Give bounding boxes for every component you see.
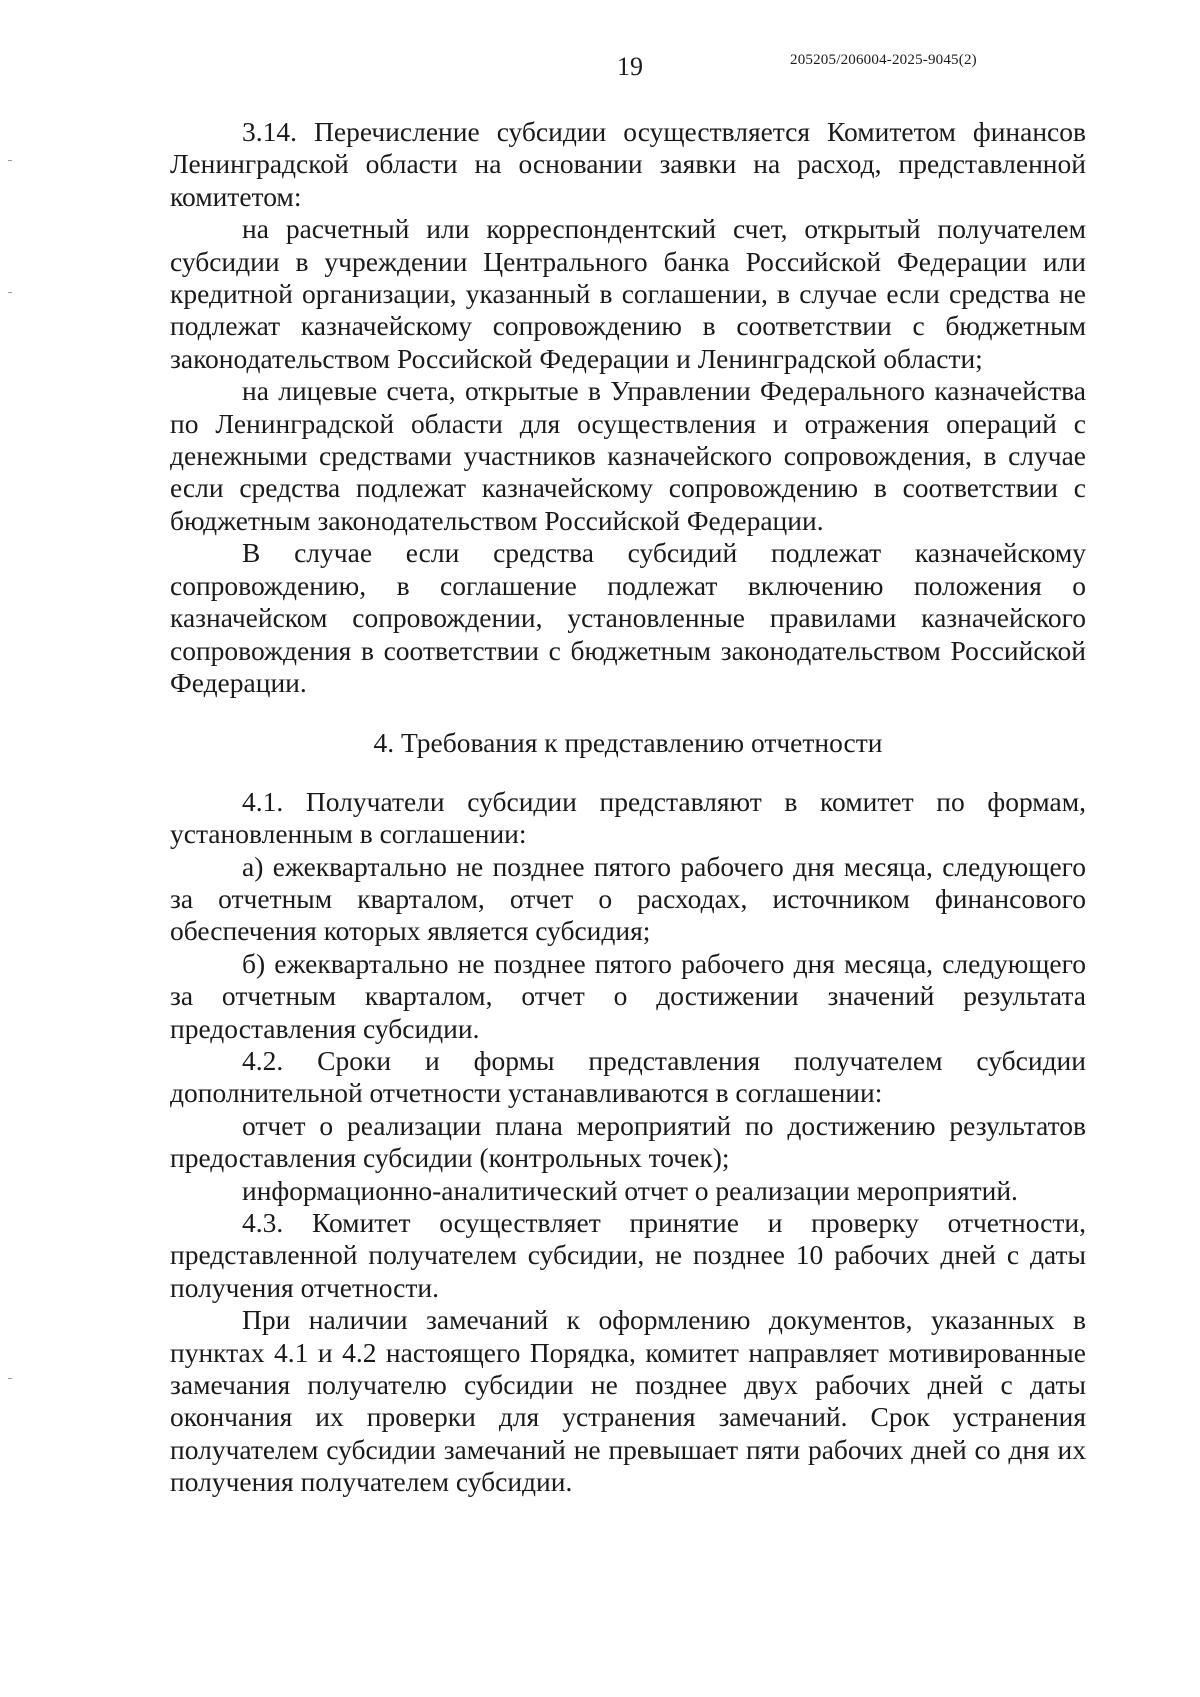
document-body xyxy=(170,116,1086,1499)
paragraph-4-1: 4.1. Получатели субсидии представляют в комитет по формам, установленным в соглашении: xyxy=(170,785,1086,850)
paragraph-4-1-b: б) ежеквартально не позднее пятого рабочего дня месяца, следующего за отчетным кварталом, отчет о достижении значений результата предоставления субсидии. xyxy=(170,947,1086,1044)
paragraph-report-plan: отчет о реализации плана мероприятий по достижению результатов предоставления субсидии (контрольных точек); xyxy=(170,1109,1086,1174)
margin-mark xyxy=(8,292,12,293)
paragraph-treasury-support: В случае если средства субсидий подлежат казначейскому сопровождению, в соглашение подлежат включению положения о казначейском сопровождении, установленные правилами казначейского сопровождения в соответствии с бюджетным законодательством Российской Федерации. xyxy=(170,537,1086,698)
paragraph-remarks: При наличии замечаний к оформлению документов, указанных в пунктах 4.1 и 4.2 настоящего Порядка, комитет направляет мотивированные замечания получателю субсидии не позднее двух рабочих дней с даты окончания их проверки для устранения замечаний. Срок устранения получателем субсидии замечаний не превышает пяти рабочих дней со дня их получения получателем субсидии. xyxy=(170,1304,1086,1498)
paragraph-3-14: 3.14. Перечисление субсидии осуществляется Комитетом финансов Ленинградской области на основании заявки на расход, представленной комитетом: xyxy=(170,116,1086,212)
margin-mark xyxy=(8,160,12,161)
paragraph-settlement-account: на расчетный или корреспондентский счет, открытый получателем субсидии в учреждении Центрального банка Российской Федерации или кредитной организации, указанный в соглашении, в случае если средства не подлежат казначейскому сопровождению в соответствии с бюджетным законодательством Российской Федерации и Ленинградской области; xyxy=(170,213,1086,374)
paragraph-4-3: 4.3. Комитет осуществляет принятие и проверку отчетности, представленной получателем субсидии, не позднее 10 рабочих дней с даты получения отчетности. xyxy=(170,1207,1086,1303)
paragraph-report-analytic: информационно-аналитический отчет о реализации мероприятий. xyxy=(242,1174,1018,1206)
margin-mark xyxy=(8,1378,12,1379)
page-number: 19 xyxy=(617,52,643,81)
paragraph-4-1-a: а) ежеквартально не позднее пятого рабочего дня месяца, следующего за отчетным кварталом, отчет о расходах, источником финансового обеспечения которых является субсидия; xyxy=(170,850,1086,947)
section-heading: 4. Требования к представлению отчетности xyxy=(373,727,883,759)
document-id: 205205/206004-2025-9045(2) xyxy=(790,52,977,68)
paragraph-4-2: 4.2. Сроки и формы представления получателем субсидии дополнительной отчетности устанавливаются в соглашении: xyxy=(170,1044,1086,1109)
paragraph-personal-accounts: на лицевые счета, открытые в Управлении Федерального казначейства по Ленинградской области для осуществления и отражения операций с денежными средствами участников казначейского сопровождения, в случае если средства подлежат казначейскому сопровождению в соответствии с бюджетным законодательством Российской Федерации. xyxy=(170,375,1086,536)
